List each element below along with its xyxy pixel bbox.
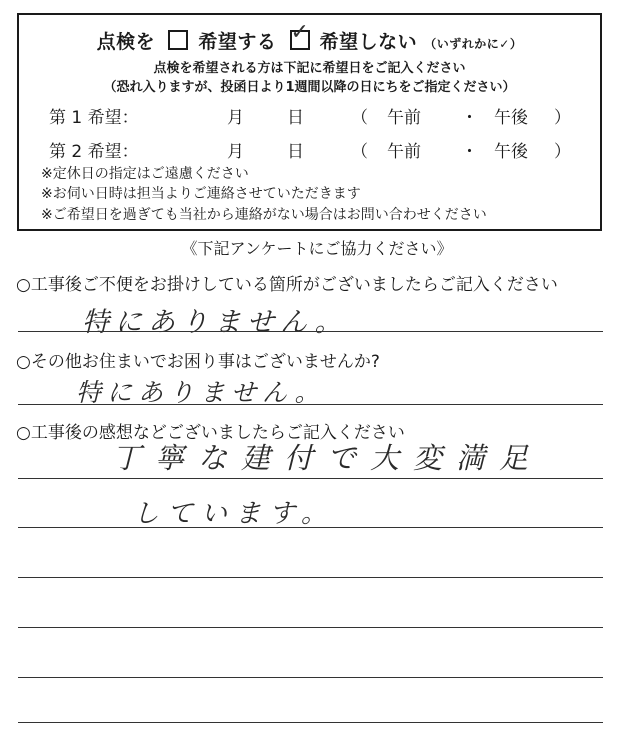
checkbox-want-inspection[interactable] — [168, 30, 188, 50]
am-option[interactable]: 午前 — [387, 142, 421, 162]
answer-line — [18, 478, 603, 479]
answer-home-troubles[interactable]: 特にありません。 — [76, 378, 326, 407]
answer-impressions-line1[interactable]: 丁寧な建付で大変満足 — [112, 441, 543, 475]
pm-option[interactable]: 午後 — [494, 108, 528, 128]
day-field[interactable]: 日 — [287, 108, 304, 128]
answer-line — [18, 677, 603, 678]
title-hint-end: ） — [509, 37, 523, 51]
question-inconvenience: ○工事後ご不便をお掛けしている箇所がございましたらご記入ください — [16, 275, 558, 295]
separator-dot: ・ — [461, 142, 478, 162]
answer-line — [18, 722, 603, 723]
answer-line — [18, 577, 603, 578]
answer-inconvenience[interactable]: 特にありません。 — [82, 307, 348, 338]
answer-line — [18, 527, 603, 528]
note-inquiry: ※ご希望日を過ぎても当社から連絡がない場合はお問い合わせください — [41, 207, 487, 223]
hint-checkmark: ✓ — [499, 37, 510, 51]
paren-close: ） — [554, 142, 571, 162]
preference-label: 第 1 希望： — [49, 108, 139, 128]
title-text: 点検を — [96, 31, 156, 53]
paren-close: ） — [554, 108, 571, 128]
note-holiday: ※定休日の指定はご遠慮ください — [41, 166, 249, 182]
paren-open: （ — [351, 108, 368, 128]
pm-option[interactable]: 午後 — [494, 142, 528, 162]
instruction-note: （恐れ入りますが、投函日より1週間以降の日にちをご指定ください） — [103, 80, 516, 95]
preference-label: 第 2 希望： — [49, 142, 139, 162]
answer-line — [18, 404, 603, 405]
note-contact: ※お伺い日時は担当よりご連絡させていただきます — [41, 186, 361, 202]
am-option[interactable]: 午前 — [387, 108, 421, 128]
option-no-inspection-label: 希望しない — [319, 31, 418, 53]
inspection-request-box — [17, 13, 602, 231]
answer-line — [18, 627, 603, 628]
answer-impressions-line2[interactable]: しています。 — [133, 499, 335, 529]
month-field[interactable]: 月 — [227, 142, 244, 162]
handwritten-checkmark: ✓ — [290, 20, 310, 45]
instruction-text: 点検を希望される方は下記に希望日をご記入ください — [153, 61, 466, 76]
paren-open: （ — [351, 142, 368, 162]
separator-dot: ・ — [461, 108, 478, 128]
question-home-troubles: ○その他お住まいでお困り事はございませんか? — [16, 352, 380, 372]
answer-line — [18, 331, 603, 332]
question-impressions: ○工事後の感想などございましたらご記入ください — [16, 423, 405, 443]
option-want-inspection-label: 希望する — [198, 31, 277, 53]
month-field[interactable]: 月 — [227, 108, 244, 128]
day-field[interactable]: 日 — [287, 142, 304, 162]
survey-title: 《下記アンケートにご協力ください》 — [181, 239, 453, 258]
checkbox-no-inspection[interactable] — [290, 20, 310, 50]
title-hint: （いずれかに — [424, 37, 500, 51]
inspection-title — [19, 20, 600, 54]
